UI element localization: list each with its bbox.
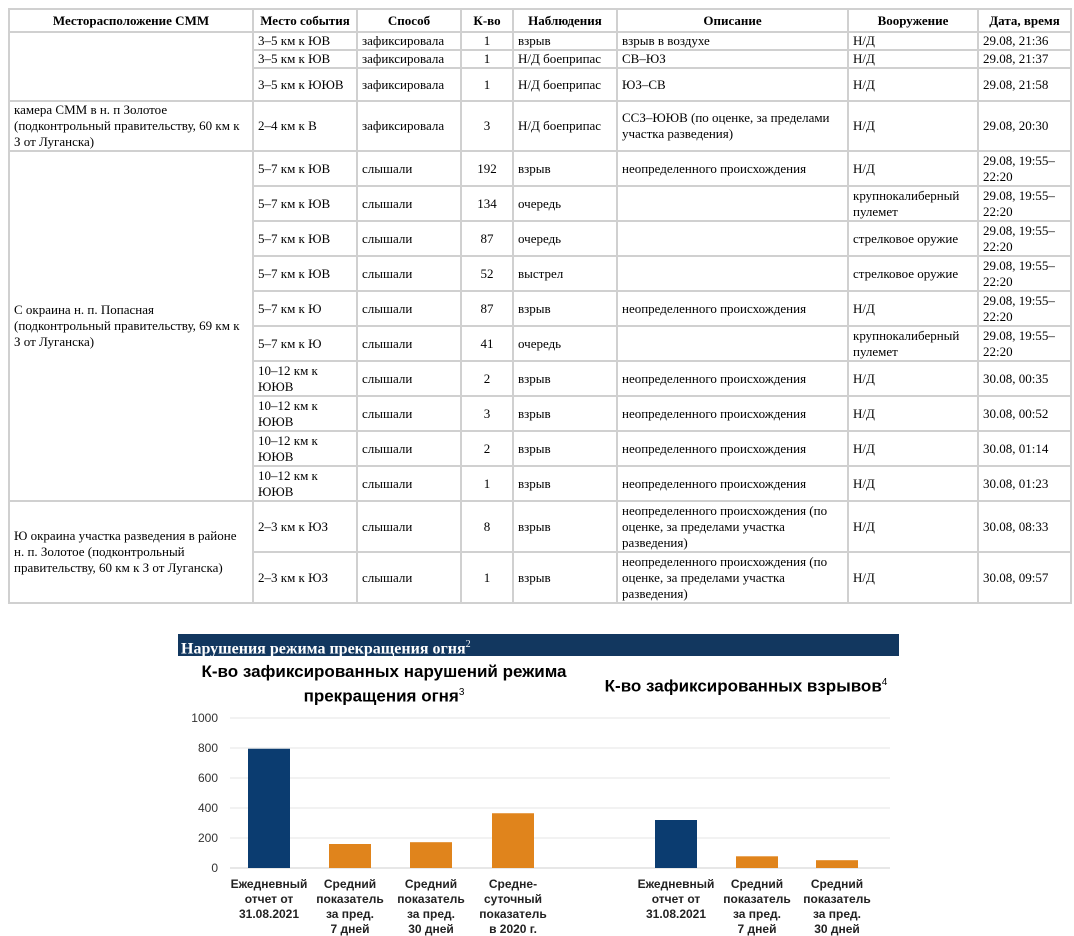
category-label: 31.08.2021 xyxy=(238,907,300,921)
category-label: показатель xyxy=(316,892,384,906)
cell-count: 1 xyxy=(461,32,513,50)
cell-weapons: Н/Д xyxy=(848,431,978,466)
cell-observations: Н/Д боеприпас xyxy=(513,101,617,151)
cell-method: зафиксировала xyxy=(357,101,461,151)
cell-observations: Н/Д боеприпас xyxy=(513,50,617,68)
category-label: за пред. xyxy=(732,907,782,921)
cell-observations: взрыв xyxy=(513,552,617,603)
cell-description: ССЗ–ЮЮВ (по оценке, за пределами участка разведения) xyxy=(617,101,848,151)
cell-description xyxy=(617,221,848,256)
y-tick-label: 200 xyxy=(197,831,218,845)
cell-weapons: Н/Д xyxy=(848,361,978,396)
section-note: 2 xyxy=(465,639,471,650)
category-label: 30 дней xyxy=(814,922,860,936)
header-count: К-во xyxy=(461,9,513,32)
cell-location: С окраина н. п. Попасная (подконтрольный правительству, 69 км к З от Луганска) xyxy=(9,151,253,501)
cell-method: слышали xyxy=(357,151,461,186)
bar xyxy=(816,860,858,868)
bar xyxy=(410,842,452,868)
cell-datetime: 29.08, 20:30 xyxy=(978,101,1071,151)
header-event-place: Место события xyxy=(253,9,357,32)
cell-observations: взрыв xyxy=(513,291,617,326)
cell-event-place: 10–12 км к ЮЮВ xyxy=(253,431,357,466)
cell-description: неопределенного происхождения (по оценке, за пределами участка разведения) xyxy=(617,501,848,552)
category-label: отчет от xyxy=(244,892,294,906)
cell-datetime: 29.08, 19:55–22:20 xyxy=(978,256,1071,291)
cell-description: СВ–ЮЗ xyxy=(617,50,848,68)
cell-description: неопределенного происхождения xyxy=(617,431,848,466)
cell-datetime: 29.08, 19:55–22:20 xyxy=(978,186,1071,221)
header-observations: Наблюдения xyxy=(513,9,617,32)
category-label: суточный xyxy=(483,892,543,906)
cell-event-place: 5–7 км к ЮВ xyxy=(253,186,357,221)
cell-count: 1 xyxy=(461,50,513,68)
cell-method: слышали xyxy=(357,501,461,552)
bar xyxy=(248,749,290,868)
cell-description xyxy=(617,326,848,361)
cell-description xyxy=(617,256,848,291)
cell-datetime: 29.08, 19:55–22:20 xyxy=(978,221,1071,256)
category-label: отчет от xyxy=(651,892,701,906)
cell-datetime: 30.08, 01:14 xyxy=(978,431,1071,466)
cell-datetime: 30.08, 01:23 xyxy=(978,466,1071,501)
cell-weapons: Н/Д xyxy=(848,151,978,186)
bar xyxy=(736,856,778,868)
table-row xyxy=(9,32,1071,50)
category-label: показатель xyxy=(723,892,791,906)
y-tick-label: 0 xyxy=(211,861,218,875)
category-label: за пред. xyxy=(325,907,375,921)
category-label: Средний xyxy=(323,877,377,891)
cell-description: ЮЗ–СВ xyxy=(617,68,848,101)
cell-method: слышали xyxy=(357,221,461,256)
cell-datetime: 30.08, 09:57 xyxy=(978,552,1071,603)
cell-description: неопределенного происхождения xyxy=(617,291,848,326)
cell-event-place: 2–3 км к ЮЗ xyxy=(253,501,357,552)
cell-method: зафиксировала xyxy=(357,68,461,101)
cell-datetime: 29.08, 21:37 xyxy=(978,50,1071,68)
category-label: показатель xyxy=(803,892,871,906)
cell-datetime: 29.08, 21:36 xyxy=(978,32,1071,50)
table-header-row xyxy=(9,9,1071,32)
cell-observations: выстрел xyxy=(513,256,617,291)
cell-method: слышали xyxy=(357,291,461,326)
category-label: 31.08.2021 xyxy=(645,907,707,921)
cell-method: слышали xyxy=(357,431,461,466)
header-datetime: Дата, время xyxy=(978,9,1071,32)
cell-weapons: крупнокалиберный пулемет xyxy=(848,186,978,221)
cell-method: слышали xyxy=(357,256,461,291)
bar xyxy=(492,813,534,868)
cell-datetime: 29.08, 21:58 xyxy=(978,68,1071,101)
cell-weapons: Н/Д xyxy=(848,396,978,431)
category-label: показатель xyxy=(397,892,465,906)
cell-description: неопределенного происхождения xyxy=(617,361,848,396)
cell-event-place: 10–12 км к ЮЮВ xyxy=(253,361,357,396)
cell-method: слышали xyxy=(357,396,461,431)
cell-datetime: 30.08, 08:33 xyxy=(978,501,1071,552)
cell-event-place: 2–4 км к В xyxy=(253,101,357,151)
category-label: Ежедневный xyxy=(637,877,715,891)
cell-method: слышали xyxy=(357,552,461,603)
cell-event-place: 3–5 км к ЮВ xyxy=(253,32,357,50)
table-row xyxy=(9,101,1071,151)
category-label: показатель xyxy=(479,907,547,921)
cell-description: неопределенного происхождения xyxy=(617,396,848,431)
left-chart-note: 3 xyxy=(458,687,465,698)
right-chart-title-text: К-во зафиксированных взрывов xyxy=(604,676,882,696)
cell-weapons: стрелковое оружие xyxy=(848,256,978,291)
cell-description: неопределенного происхождения (по оценке, за пределами участка разведения) xyxy=(617,552,848,603)
category-label: Средне- xyxy=(488,877,538,891)
cell-count: 87 xyxy=(461,221,513,256)
cell-method: слышали xyxy=(357,361,461,396)
cell-count: 192 xyxy=(461,151,513,186)
cell-count: 8 xyxy=(461,501,513,552)
cell-description: неопределенного происхождения xyxy=(617,151,848,186)
right-chart-note: 4 xyxy=(881,677,888,688)
cell-event-place: 5–7 км к ЮВ xyxy=(253,256,357,291)
category-label: Средний xyxy=(810,877,864,891)
header-location: Месторасположение СММ xyxy=(9,9,253,32)
cell-weapons: Н/Д xyxy=(848,552,978,603)
cell-count: 3 xyxy=(461,396,513,431)
cell-datetime: 29.08, 19:55–22:20 xyxy=(978,151,1071,186)
cell-count: 2 xyxy=(461,361,513,396)
cell-observations: Н/Д боеприпас xyxy=(513,68,617,101)
header-weapons: Вооружение xyxy=(848,9,978,32)
cell-observations: взрыв xyxy=(513,151,617,186)
cell-method: зафиксировала xyxy=(357,50,461,68)
cell-count: 1 xyxy=(461,68,513,101)
cell-observations: взрыв xyxy=(513,501,617,552)
cell-event-place: 3–5 км к ЮЮВ xyxy=(253,68,357,101)
cell-location xyxy=(9,32,253,101)
cell-observations: взрыв xyxy=(513,32,617,50)
cell-datetime: 29.08, 19:55–22:20 xyxy=(978,291,1071,326)
cell-weapons: Н/Д xyxy=(848,68,978,101)
cell-count: 41 xyxy=(461,326,513,361)
cell-event-place: 3–5 км к ЮВ xyxy=(253,50,357,68)
y-tick-label: 1000 xyxy=(191,711,218,725)
category-label: за пред. xyxy=(406,907,456,921)
left-chart-title xyxy=(190,661,578,707)
category-label: в 2020 г. xyxy=(489,922,537,936)
section-title: Нарушения режима прекращения огня xyxy=(181,640,466,658)
category-label: Ежедневный xyxy=(230,877,308,891)
cell-location: Ю окраина участка разведения в районе н. п. Золотое (подконтрольный правительству, 60 км к З от Луганска) xyxy=(9,501,253,603)
cell-count: 2 xyxy=(461,431,513,466)
cell-weapons: Н/Д xyxy=(848,101,978,151)
cell-event-place: 10–12 км к ЮЮВ xyxy=(253,466,357,501)
cell-observations: очередь xyxy=(513,221,617,256)
y-tick-label: 400 xyxy=(197,801,218,815)
cell-observations: очередь xyxy=(513,326,617,361)
cell-event-place: 2–3 км к ЮЗ xyxy=(253,552,357,603)
bar xyxy=(329,844,371,868)
cell-event-place: 10–12 км к ЮЮВ xyxy=(253,396,357,431)
cell-event-place: 5–7 км к ЮВ xyxy=(253,221,357,256)
left-chart-title-text: К-во зафиксированных нарушений режима прекращения огня xyxy=(201,662,567,706)
cell-event-place: 5–7 км к ЮВ xyxy=(253,151,357,186)
cell-event-place: 5–7 км к Ю xyxy=(253,326,357,361)
category-label: за пред. xyxy=(812,907,862,921)
category-label: 7 дней xyxy=(737,922,777,936)
cell-observations: очередь xyxy=(513,186,617,221)
cell-count: 52 xyxy=(461,256,513,291)
header-method: Способ xyxy=(357,9,461,32)
cell-weapons: крупнокалиберный пулемет xyxy=(848,326,978,361)
cell-weapons: Н/Д xyxy=(848,501,978,552)
cell-datetime: 30.08, 00:35 xyxy=(978,361,1071,396)
section-banner xyxy=(178,634,899,656)
cell-count: 3 xyxy=(461,101,513,151)
cell-description: взрыв в воздухе xyxy=(617,32,848,50)
right-chart-title xyxy=(596,672,896,697)
cell-datetime: 30.08, 00:52 xyxy=(978,396,1071,431)
cell-weapons: Н/Д xyxy=(848,32,978,50)
cell-method: зафиксировала xyxy=(357,32,461,50)
cell-event-place: 5–7 км к Ю xyxy=(253,291,357,326)
bar-charts xyxy=(170,706,890,936)
header-description: Описание xyxy=(617,9,848,32)
cell-datetime: 29.08, 19:55–22:20 xyxy=(978,326,1071,361)
category-label: 7 дней xyxy=(330,922,370,936)
category-label: 30 дней xyxy=(408,922,454,936)
cell-weapons: стрелковое оружие xyxy=(848,221,978,256)
cell-count: 87 xyxy=(461,291,513,326)
table-body xyxy=(9,32,1071,603)
cell-observations: взрыв xyxy=(513,466,617,501)
cell-count: 134 xyxy=(461,186,513,221)
cell-observations: взрыв xyxy=(513,396,617,431)
table-row xyxy=(9,501,1071,552)
cell-observations: взрыв xyxy=(513,361,617,396)
table-row xyxy=(9,151,1071,186)
bar xyxy=(655,820,697,868)
cell-weapons: Н/Д xyxy=(848,291,978,326)
y-tick-label: 600 xyxy=(197,771,218,785)
cell-count: 1 xyxy=(461,466,513,501)
cell-observations: взрыв xyxy=(513,431,617,466)
category-label: Средний xyxy=(404,877,458,891)
cell-method: слышали xyxy=(357,186,461,221)
cell-method: слышали xyxy=(357,326,461,361)
y-tick-label: 800 xyxy=(197,741,218,755)
cell-description: неопределенного происхождения xyxy=(617,466,848,501)
cell-method: слышали xyxy=(357,466,461,501)
events-table xyxy=(8,8,1072,604)
cell-weapons: Н/Д xyxy=(848,466,978,501)
cell-location: камера СММ в н. п Золотое (подконтрольный правительству, 60 км к З от Луганска) xyxy=(9,101,253,151)
cell-weapons: Н/Д xyxy=(848,50,978,68)
cell-description xyxy=(617,186,848,221)
cell-count: 1 xyxy=(461,552,513,603)
category-label: Средний xyxy=(730,877,784,891)
